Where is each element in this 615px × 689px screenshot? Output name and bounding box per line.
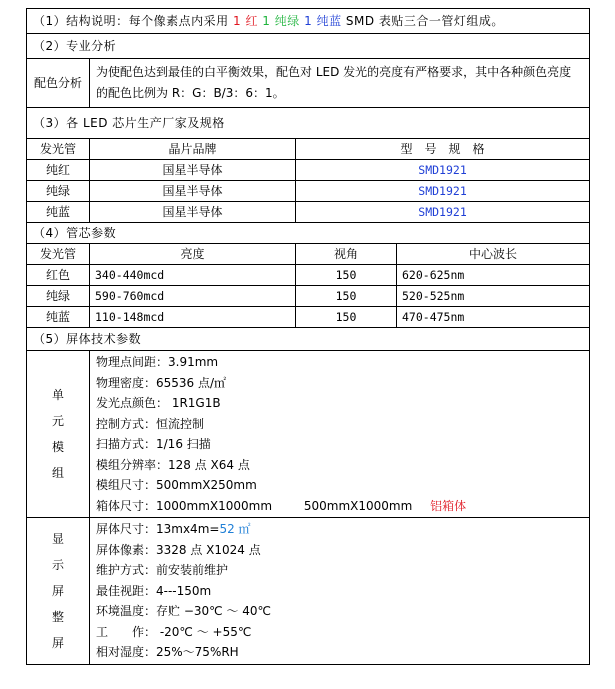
screen-size-label: 屏体尺寸：13mx4m= [96, 522, 220, 536]
section-3-title: （3）各 LED 芯片生产厂家及规格 [27, 108, 590, 139]
unit-module-specs [90, 351, 590, 518]
structure-description [27, 9, 590, 34]
section-2-header-row [27, 34, 590, 59]
green-count: 1 [262, 14, 271, 28]
die-angle: 150 [296, 286, 397, 307]
die-header-angle: 视角 [296, 244, 397, 265]
unit-label-char: 单 [51, 388, 64, 402]
screen-label [27, 518, 90, 665]
pixel-density: 物理密度：65536 点/㎡ [96, 375, 227, 390]
screen-label-char: 屏 [51, 583, 64, 598]
screen-label-char: 屏 [51, 635, 64, 650]
screen-label-char: 显 [51, 531, 64, 546]
spec-table [26, 8, 590, 665]
color-analysis-label: 配色分析 [27, 59, 90, 108]
cabinet-size-alt: 500mmX1000mm [303, 498, 413, 513]
chip-header-model: 型 号 规 格 [296, 139, 590, 160]
chip-led: 纯红 [27, 160, 90, 181]
blue-label: 纯蓝 [316, 14, 342, 28]
screen-label-char: 示 [51, 557, 64, 572]
die-row [27, 265, 590, 286]
maintenance-mode: 维护方式：前安装前维护 [96, 563, 229, 577]
structure-suffix: SMD 表贴三合一管灯组成。 [345, 14, 504, 28]
die-wavelength: 520-525nm [397, 286, 590, 307]
chip-row [27, 202, 590, 223]
chip-header-led: 发光管 [27, 139, 90, 160]
unit-label-char: 模 [51, 440, 64, 454]
unit-module-label [27, 351, 90, 518]
screen-size [96, 519, 583, 540]
red-label: 红 [245, 14, 258, 28]
screen-row [27, 518, 590, 665]
chip-model: SMD1921 [296, 160, 590, 181]
module-resolution: 模组分辨率：128 点 X64 点 [96, 457, 250, 472]
die-row [27, 286, 590, 307]
pixel-pitch: 物理点间距：3.91mm [96, 355, 219, 369]
module-size: 模组尺寸：500mmX250mm [96, 478, 257, 492]
die-wavelength: 470-475nm [397, 307, 590, 328]
structure-prefix: （1）结构说明：每个像素点内采用 [33, 14, 229, 28]
chip-row [27, 181, 590, 202]
cabinet-size [96, 496, 583, 517]
section-2-title: （2）专业分析 [27, 34, 590, 59]
chip-model: SMD1921 [296, 181, 590, 202]
die-brightness: 340-440mcd [90, 265, 296, 286]
blue-count: 1 [304, 14, 313, 28]
chip-led: 纯绿 [27, 181, 90, 202]
color-analysis-row [27, 59, 590, 108]
unit-label-char: 组 [51, 466, 64, 480]
die-header-led: 发光管 [27, 244, 90, 265]
chip-table-header [27, 139, 590, 160]
chip-header-brand: 晶片品牌 [90, 139, 296, 160]
screen-area: 52 ㎡ [219, 522, 251, 536]
chip-led: 纯蓝 [27, 202, 90, 223]
led-color: 发光点颜色： 1R1G1B [96, 396, 221, 410]
relative-humidity: 相对湿度：25%～75%RH [96, 645, 239, 659]
screen-specs [90, 518, 590, 665]
structure-row [27, 9, 590, 34]
chip-row [27, 160, 590, 181]
section-4-title: （4）管芯参数 [27, 223, 590, 244]
scan-mode: 扫描方式：1/16 扫描 [96, 437, 211, 451]
storage-temperature: 环境温度：存贮 −30℃ ～ 40℃ [96, 604, 271, 618]
cabinet-material: 铝箱体 [430, 498, 467, 513]
operating-temperature: 工 作： -20℃ ～ +55℃ [96, 624, 252, 639]
die-led: 纯蓝 [27, 307, 90, 328]
chip-model: SMD1921 [296, 202, 590, 223]
section-3-header-row [27, 108, 590, 139]
die-header-wavelength: 中心波长 [397, 244, 590, 265]
screen-label-char: 整 [51, 609, 64, 624]
die-header-brightness: 亮度 [90, 244, 296, 265]
chip-brand: 国星半导体 [90, 181, 296, 202]
control-mode: 控制方式：恒流控制 [96, 416, 205, 431]
green-label: 纯绿 [274, 14, 300, 28]
die-brightness: 590-760mcd [90, 286, 296, 307]
section-4-header-row [27, 223, 590, 244]
chip-brand: 国星半导体 [90, 202, 296, 223]
color-analysis-text: 为使配色达到最佳的白平衡效果，配色对 LED 发光的亮度有严格要求，其中各种颜色亮度的配色比例为 R：G：B/3：6：1。 [90, 59, 590, 108]
die-wavelength: 620-625nm [397, 265, 590, 286]
cabinet-size-label: 箱体尺寸：1000mmX1000mm [96, 498, 273, 513]
viewing-distance: 最佳视距：4---150m [96, 583, 212, 598]
section-5-header-row [27, 328, 590, 351]
screen-pixels: 屏体像素：3328 点 X1024 点 [96, 542, 261, 557]
die-angle: 150 [296, 307, 397, 328]
section-5-title: （5）屏体技术参数 [27, 328, 590, 351]
spec-sheet [26, 8, 589, 665]
unit-label-char: 元 [51, 414, 64, 428]
die-brightness: 110-148mcd [90, 307, 296, 328]
chip-brand: 国星半导体 [90, 160, 296, 181]
die-led: 纯绿 [27, 286, 90, 307]
unit-module-row [27, 351, 590, 518]
die-led: 红色 [27, 265, 90, 286]
die-angle: 150 [296, 265, 397, 286]
die-row [27, 307, 590, 328]
red-count: 1 [232, 14, 242, 28]
die-table-header [27, 244, 590, 265]
